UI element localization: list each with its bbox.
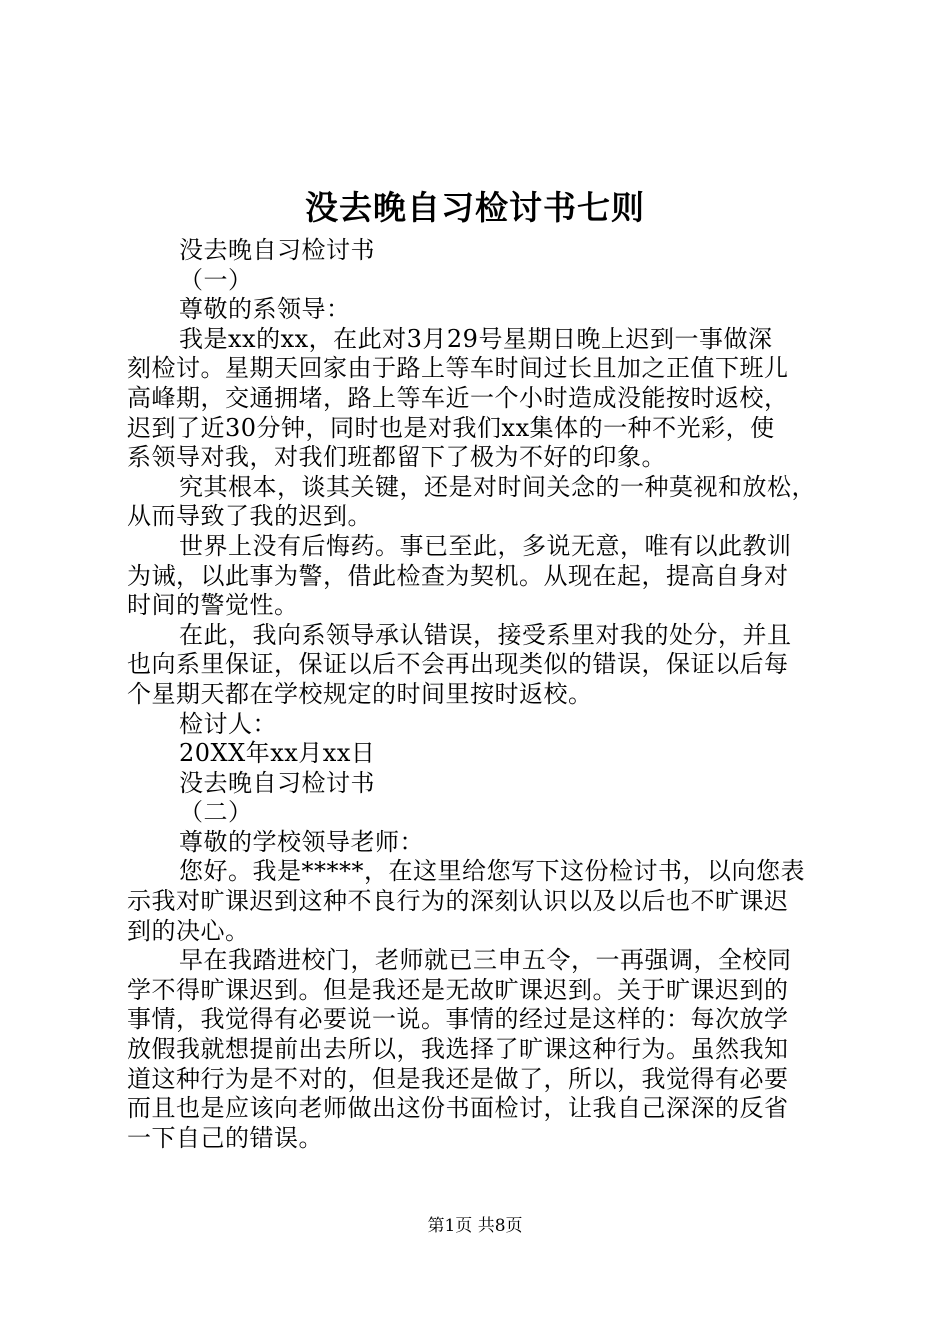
text-line: 事情，我觉得有必要说一说。事情的经过是这样的：每次放学 <box>127 1005 789 1034</box>
text-line: 从而导致了我的迟到。 <box>127 502 372 531</box>
text-line: 世界上没有后悔药。事已至此，多说无意，唯有以此教训 <box>179 531 792 560</box>
page-title: 没去晚自习检讨书七则 <box>305 188 645 227</box>
text-line: 为诫，以此事为警，借此检查为契机。从现在起，提高自身对 <box>127 561 789 590</box>
text-line: 没去晚自习检讨书 <box>179 236 375 264</box>
text-line: 时间的警觉性。 <box>127 591 299 620</box>
text-line: 系领导对我，对我们班都留下了极为不好的印象。 <box>127 443 666 472</box>
text-line: 我是xx的xx，在此对3月29号星期日晚上迟到一事做深 <box>179 324 773 353</box>
text-line: 在此，我向系领导承认错误，接受系里对我的处分，并且 <box>179 620 792 649</box>
text-line: 没去晚自习检讨书 <box>179 768 375 797</box>
document-body <box>127 236 833 1153</box>
text-line: 检讨人： <box>179 709 277 738</box>
text-line: 放假我就想提前出去所以，我选择了旷课这种行为。虽然我知 <box>127 1035 789 1064</box>
text-line: 高峰期，交通拥堵，路上等车近一个小时造成没能按时返校， <box>127 383 789 412</box>
text-line: 尊敬的系领导： <box>179 295 351 324</box>
text-line: （二） <box>179 798 253 827</box>
text-line: 您好。我是*****，在这里给您写下这份检讨书，以向您表 <box>179 857 805 886</box>
text-line: 也向系里保证，保证以后不会再出现类似的错误，保证以后每 <box>127 650 789 679</box>
text-line: 一下自己的错误。 <box>127 1123 323 1152</box>
text-line: 道这种行为是不对的，但是我还是做了，所以，我觉得有必要 <box>127 1064 789 1093</box>
text-line: 而且也是应该向老师做出这份书面检讨，让我自己深深的反省 <box>127 1094 789 1123</box>
text-line: 究其根本，谈其关键，还是对时间关念的一种莫视和放松， <box>179 472 816 501</box>
text-line: 个星期天都在学校规定的时间里按时返校。 <box>127 679 593 708</box>
text-line: 20XX年xx月xx日 <box>179 739 376 768</box>
text-line: 示我对旷课迟到这种不良行为的深刻认识以及以后也不旷课迟 <box>127 887 789 916</box>
text-line: 早在我踏进校门，老师就已三申五令，一再强调，全校同 <box>179 946 792 975</box>
text-line: （一） <box>179 265 253 294</box>
text-line: 刻检讨。星期天回家由于路上等车时间过长且加之正值下班儿 <box>127 354 789 383</box>
text-line: 尊敬的学校领导老师： <box>179 827 424 856</box>
text-line: 到的决心。 <box>127 916 250 945</box>
page-footer: 第1页 共8页 <box>427 1216 523 1236</box>
text-line: 迟到了近30分钟，同时也是对我们xx集体的一种不光彩，使 <box>127 413 775 442</box>
text-line: 学不得旷课迟到。但是我还是无故旷课迟到。关于旷课迟到的 <box>127 975 789 1004</box>
